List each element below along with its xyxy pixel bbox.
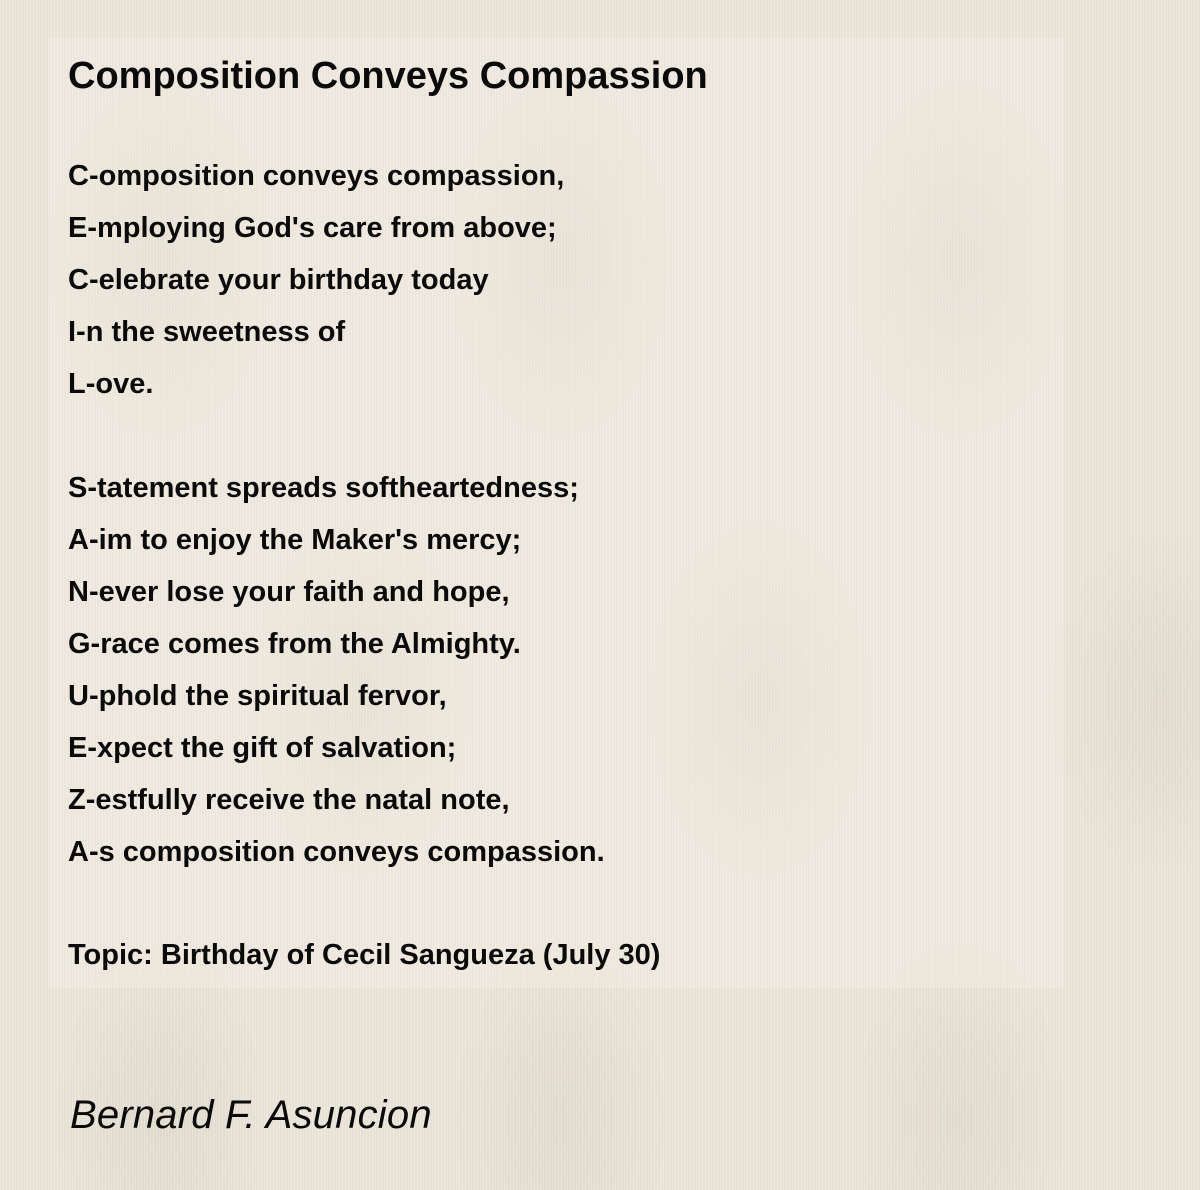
poem-line: S-tatement spreads softheartedness; (68, 472, 579, 504)
poem-line: N-ever lose your faith and hope, (68, 576, 510, 608)
poem-line: E-xpect the gift of salvation; (68, 732, 457, 764)
poem-line: C-omposition conveys compassion, (68, 160, 565, 192)
poem-line: C-elebrate your birthday today (68, 264, 489, 296)
poem-line: L-ove. (68, 368, 154, 400)
poem-title: Composition Conveys Compassion (68, 55, 708, 97)
poem-body (68, 150, 605, 878)
poem-author: Bernard F. Asuncion (70, 1093, 432, 1137)
poem-line: G-race comes from the Almighty. (68, 628, 521, 660)
stanza-break (68, 410, 605, 462)
poem-topic: Topic: Birthday of Cecil Sangueza (July 30) (68, 939, 661, 971)
poem-line: A-s composition conveys compassion. (68, 836, 605, 868)
poem-line: E-mploying God's care from above; (68, 212, 557, 244)
poem-line: A-im to enjoy the Maker's mercy; (68, 524, 522, 556)
poem-line: Z-estfully receive the natal note, (68, 784, 510, 816)
poem-line: U-phold the spiritual fervor, (68, 680, 447, 712)
poem-line: I-n the sweetness of (68, 316, 346, 348)
